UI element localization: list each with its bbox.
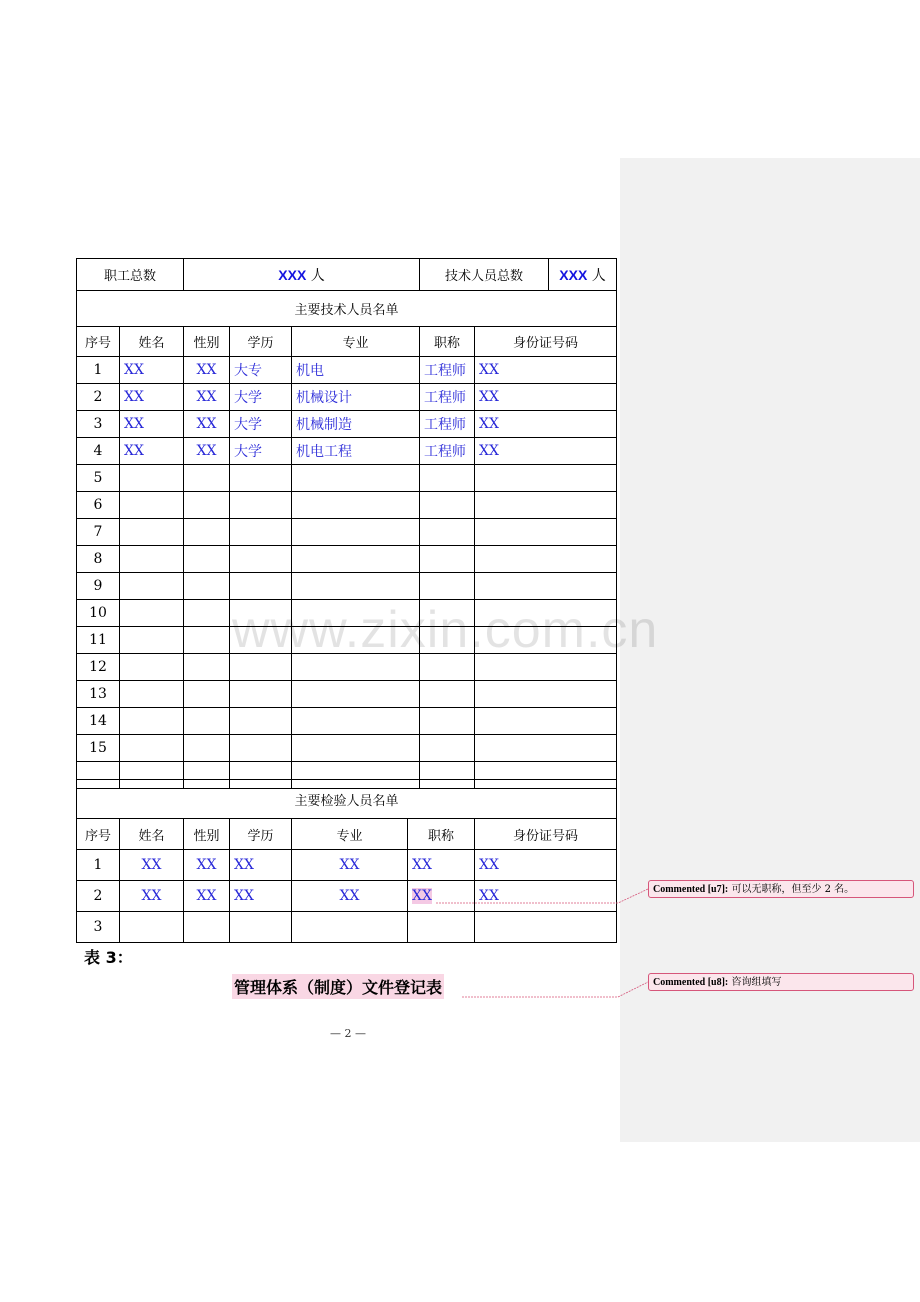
insp-cell: 1	[77, 850, 120, 881]
tech-cell: XX	[184, 357, 230, 384]
watermark: www.zixin.com.cn	[232, 601, 659, 659]
tech-cell: 2	[77, 384, 120, 411]
tech-cell: 12	[77, 654, 120, 681]
col-header: 姓名	[120, 327, 184, 357]
tech-cell: 机电	[292, 357, 420, 384]
total-staff-value: XXX 人	[184, 259, 420, 291]
tech-cell: XX	[475, 411, 617, 438]
tech-cell: 11	[77, 627, 120, 654]
insp-cell: XX	[475, 881, 617, 912]
tech-cell: 工程师	[420, 438, 475, 465]
comment-tag: Commented [u7]:	[653, 884, 729, 895]
insp-cell: XX	[230, 881, 292, 912]
insp-section-title: 主要检验人员名单	[77, 780, 617, 819]
tech-cell: 3	[77, 411, 120, 438]
tech-cell: XX	[120, 357, 184, 384]
insp-cell: XX	[475, 850, 617, 881]
tech-cell: 机械设计	[292, 384, 420, 411]
comment-tag: Commented [u8]:	[653, 977, 729, 988]
insp-cell: XX	[230, 850, 292, 881]
insp-cell: 2	[77, 881, 120, 912]
page-number: — 2 —	[330, 1027, 366, 1040]
col-header: 性别	[184, 327, 230, 357]
tech-cell: 4	[77, 438, 120, 465]
tech-cell: XX	[120, 438, 184, 465]
col-header: 职称	[408, 819, 475, 850]
col-header: 性别	[184, 819, 230, 850]
insp-cell: XX	[120, 850, 184, 881]
table-label: 表 3：	[84, 948, 133, 967]
tech-cell: 工程师	[420, 384, 475, 411]
tech-cell: 大专	[230, 357, 292, 384]
col-header: 序号	[77, 819, 120, 850]
tech-cell: XX	[475, 438, 617, 465]
tech-cell: 机电工程	[292, 438, 420, 465]
col-header: 学历	[230, 327, 292, 357]
comment-u7[interactable]	[648, 880, 914, 898]
tech-cell: XX	[184, 438, 230, 465]
comment-u8[interactable]	[648, 973, 914, 991]
col-header: 职称	[420, 327, 475, 357]
highlighted-title-value: XX	[412, 888, 432, 904]
tech-cell: 工程师	[420, 357, 475, 384]
tech-cell: 机械制造	[292, 411, 420, 438]
tech-cell: 9	[77, 573, 120, 600]
col-header: 姓名	[120, 819, 184, 850]
insp-cell: XX	[184, 881, 230, 912]
tech-cell: 工程师	[420, 411, 475, 438]
tech-cell: 6	[77, 492, 120, 519]
tech-cell: XX	[184, 411, 230, 438]
tech-cell: 大学	[230, 411, 292, 438]
insp-cell: XX	[292, 881, 408, 912]
tech-cell: XX	[184, 384, 230, 411]
total-staff-label: 职工总数	[77, 259, 184, 291]
tech-cell: XX	[475, 384, 617, 411]
insp-cell: 3	[77, 912, 120, 943]
col-header: 专业	[292, 327, 420, 357]
tech-cell: 13	[77, 681, 120, 708]
tech-cell: 7	[77, 519, 120, 546]
insp-cell: XX	[184, 850, 230, 881]
document-title: 管理体系（制度）文件登记表	[232, 974, 444, 999]
tech-cell: 5	[77, 465, 120, 492]
tech-staff-value: XXX 人	[559, 266, 606, 284]
tech-cell: 大学	[230, 438, 292, 465]
tech-cell: XX	[120, 411, 184, 438]
insp-cell: XX	[408, 850, 475, 881]
tech-cell: XX	[120, 384, 184, 411]
tech-cell: 8	[77, 546, 120, 573]
tech-cell: 14	[77, 708, 120, 735]
tech-cell: XX	[475, 357, 617, 384]
col-header: 身份证号码	[475, 819, 617, 850]
tech-cell: 15	[77, 735, 120, 762]
col-header: 身份证号码	[475, 327, 617, 357]
comment-text: 可以无职称，但至少 2 名。	[731, 884, 855, 895]
tech-cell: 10	[77, 600, 120, 627]
col-header: 序号	[77, 327, 120, 357]
comment-text: 咨询组填写	[731, 977, 782, 988]
tech-cell: 1	[77, 357, 120, 384]
col-header: 学历	[230, 819, 292, 850]
insp-cell: XX	[292, 850, 408, 881]
col-header: 专业	[292, 819, 408, 850]
tech-cell: 大学	[230, 384, 292, 411]
tech-staff-label: 技术人员总数	[420, 259, 549, 290]
insp-cell: XX	[120, 881, 184, 912]
tech-section-title: 主要技术人员名单	[77, 291, 617, 327]
